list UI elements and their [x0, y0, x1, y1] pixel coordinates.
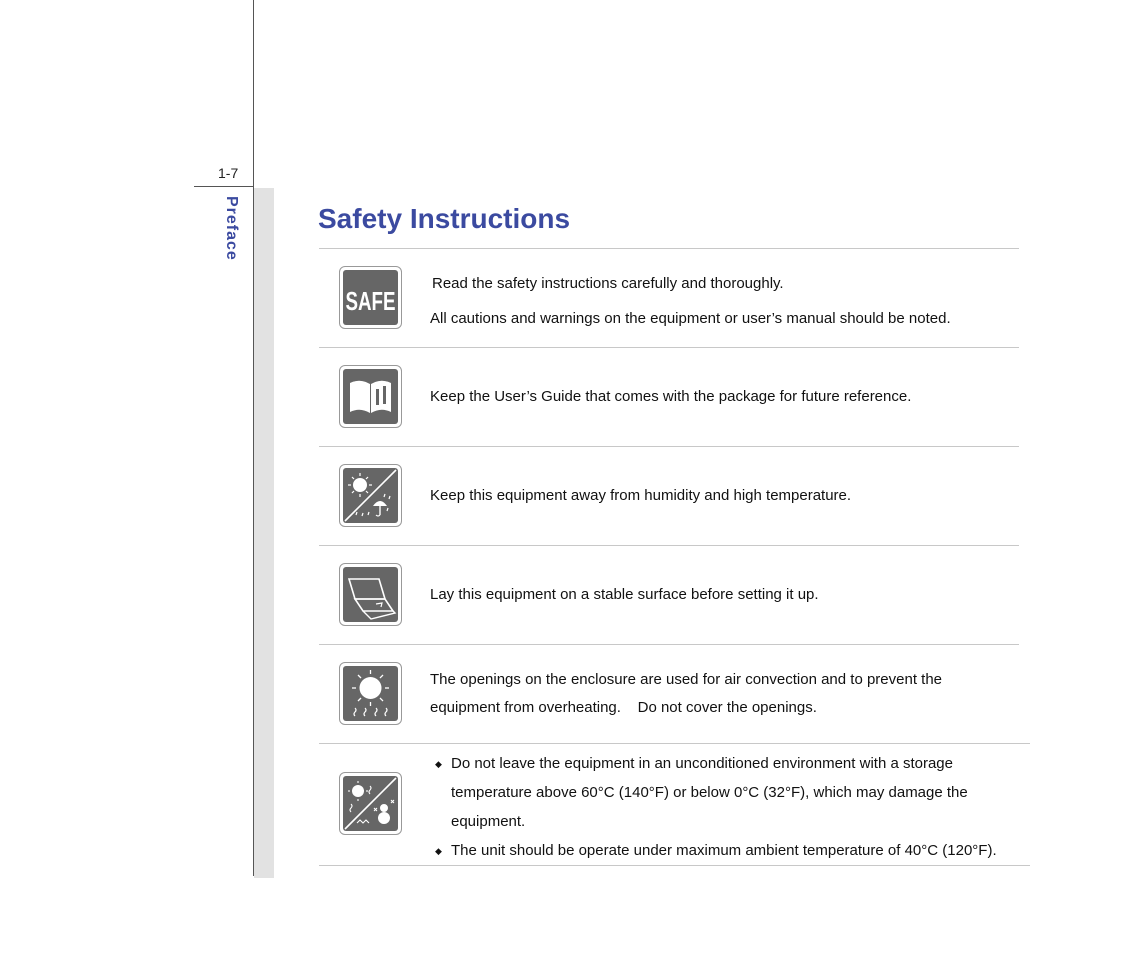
side-gutter — [254, 188, 274, 878]
divider — [319, 743, 1030, 744]
svg-text:SAFE: SAFE — [345, 286, 396, 316]
bullet-text: Do not leave the equipment in an unconditioned environment with a storage — [451, 755, 953, 772]
instruction-text: equipment from overheating. Do not cover the openings. — [430, 699, 817, 716]
divider — [319, 248, 1019, 249]
bullet-icon: ◆ — [435, 759, 442, 769]
page-title: Safety Instructions — [318, 203, 571, 234]
divider — [319, 865, 1030, 866]
instruction-text: Read the safety instructions carefully and thoroughly. — [432, 275, 784, 292]
heat-sun-icon — [339, 662, 402, 725]
instruction-text: All cautions and warnings on the equipment or user’s manual should be noted. — [430, 310, 951, 327]
divider — [319, 545, 1019, 546]
instruction-text: The openings on the enclosure are used for air convection and to prevent the — [430, 671, 942, 688]
bullet-text: temperature above 60°C (140°F) or below 0°C (32°F), which may damage the — [451, 784, 968, 801]
instruction-text: Keep the User’s Guide that comes with the package for future reference. — [430, 388, 912, 405]
section-label: Preface — [223, 196, 240, 261]
laptop-surface-icon — [339, 563, 402, 626]
page-number: 1-7 — [218, 165, 239, 181]
divider — [319, 347, 1019, 348]
instruction-text: Lay this equipment on a stable surface before setting it up. — [430, 586, 819, 603]
page-number-rule — [194, 186, 254, 187]
divider — [319, 446, 1019, 447]
bullet-text: equipment. — [451, 813, 526, 830]
safe-icon — [339, 266, 402, 329]
bullet-icon: ◆ — [435, 846, 442, 856]
bullet-text: The unit should be operate under maximum ambient temperature of 40°C (120°F). — [451, 842, 997, 859]
temperature-icon — [339, 772, 402, 835]
divider — [319, 644, 1019, 645]
book-icon — [339, 365, 402, 428]
sun-rain-icon — [339, 464, 402, 527]
instruction-text: Keep this equipment away from humidity and high temperature. — [430, 487, 852, 504]
